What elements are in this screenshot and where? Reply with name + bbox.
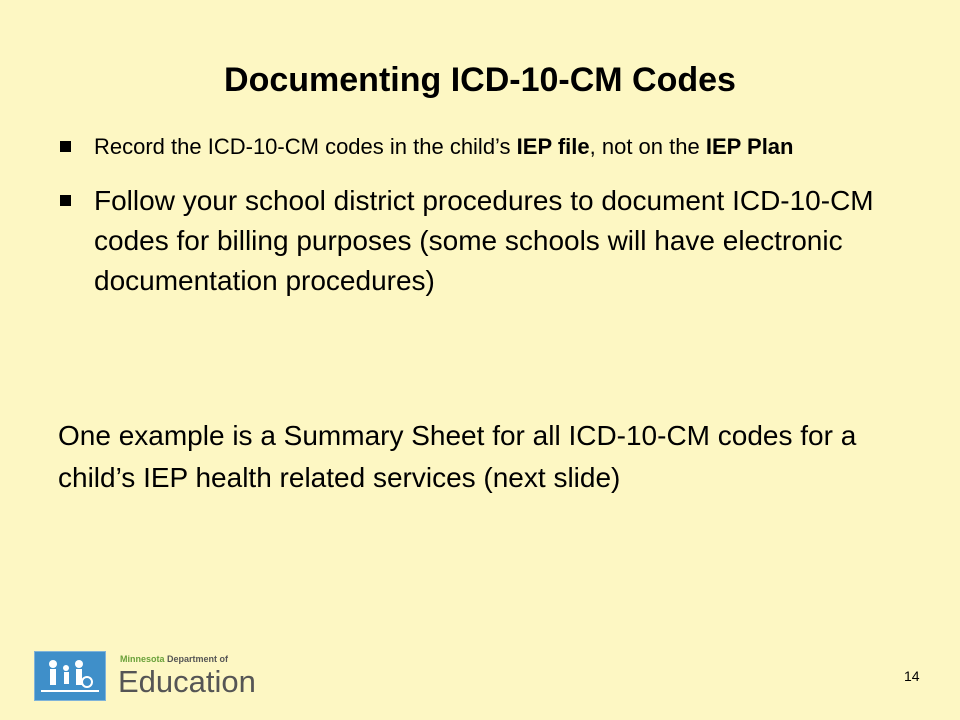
bullet-bold-iep-plan: IEP Plan: [705, 134, 794, 159]
slide-title: Documenting ICD-10-CM Codes: [224, 61, 736, 99]
footer-logo: [34, 651, 256, 701]
square-bullet-icon: [60, 195, 71, 206]
page-number: 14: [904, 668, 920, 684]
mde-logo-education: Education: [118, 664, 256, 699]
bullet-text: Record the ICD-10-CM codes in the child’s: [94, 134, 517, 159]
bullet-item-follow-procedures: [58, 181, 888, 301]
square-bullet-icon: [60, 141, 71, 152]
dhs-family-logo-icon: [34, 651, 106, 701]
bullet-list: [58, 130, 888, 301]
bullet-bold-iep-file: IEP file: [516, 134, 590, 159]
bullet-text: Follow your school district procedures to document ICD-10-CM codes for billing purposes (some schools will have electronic documentation procedures): [94, 185, 874, 296]
bullet-item-record-codes: [58, 130, 888, 163]
mde-logo-line1: Minnesota Department of: [120, 654, 229, 664]
bullet-text: , not on the: [589, 134, 706, 159]
body-paragraph: One example is a Summary Sheet for all ICD-10-CM codes for a child’s IEP health related services (next slide): [58, 420, 857, 493]
